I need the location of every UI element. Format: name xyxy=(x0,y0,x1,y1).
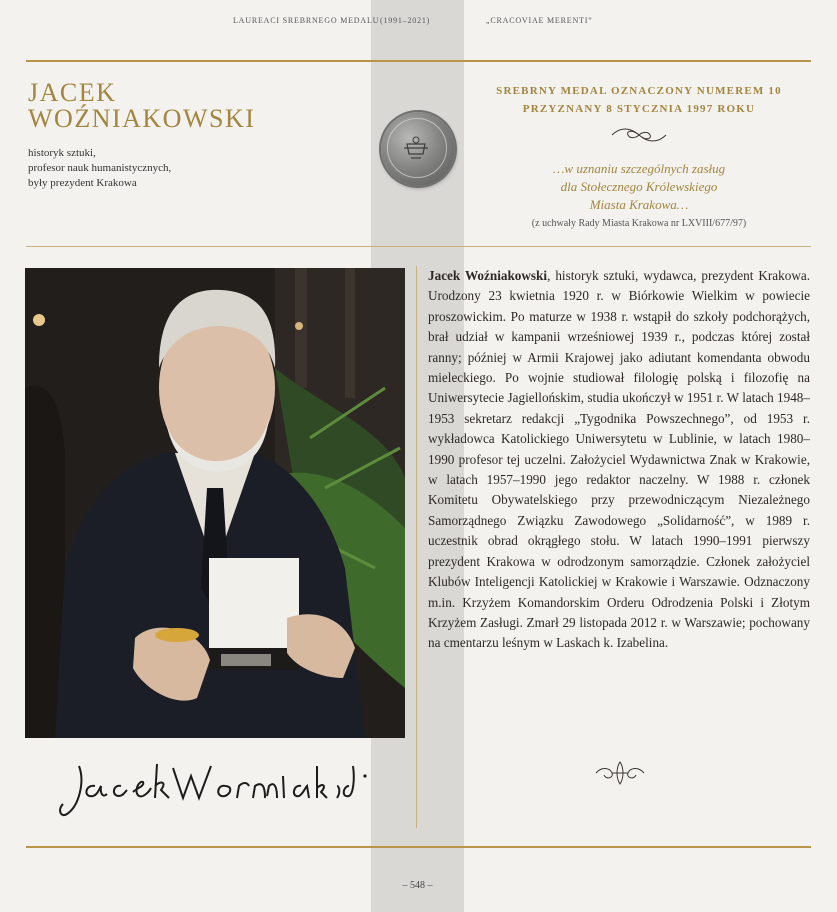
quote-line: Miasta Krakowa… xyxy=(589,197,689,212)
flourish-ornament-icon xyxy=(594,758,646,788)
role-line: historyk sztuki, xyxy=(28,147,96,159)
running-header-center: (1991–2021) xyxy=(380,16,431,25)
award-title xyxy=(478,82,800,118)
running-header-left: LAUREACI SREBRNEGO MEDALU xyxy=(233,16,380,25)
laureate-roles xyxy=(28,146,171,191)
signature-image xyxy=(55,752,375,824)
role-line: profesor nauk humanistycznych, xyxy=(28,162,172,174)
column-divider xyxy=(416,266,417,828)
running-header xyxy=(0,14,837,32)
header-bottom-rule xyxy=(26,246,811,247)
medal-image xyxy=(381,112,455,186)
quote-line: …w uznaniu szczególnych zasług xyxy=(552,161,726,176)
award-title-line: PRZYZNANY 8 STYCZNIA 1997 ROKU xyxy=(522,103,756,115)
bottom-gold-rule xyxy=(26,846,811,848)
laureate-first-name: JACEK xyxy=(28,78,117,107)
running-header-right: „CRACOVIAE MERENTI” xyxy=(486,16,593,25)
biography-text xyxy=(428,266,810,654)
resolution-reference: (z uchwały Rady Miasta Krakowa nr LXVIII/677/97) xyxy=(531,218,747,229)
laureate-name xyxy=(28,80,255,132)
award-title-line: SREBRNY MEDAL OZNACZONY NUMEREM 10 xyxy=(496,85,782,97)
bio-name: Jacek Woźniakowski xyxy=(428,268,548,283)
page-number: – 548 – xyxy=(402,880,433,891)
laureate-last-name: WOŹNIAKOWSKI xyxy=(28,104,256,133)
medal-emblem-icon xyxy=(401,134,431,162)
bio-body: , historyk sztuki, wydawca, prezydent Krakowa. Urodzony 23 kwietnia 1920 r. w Biórkowie Wielkim w powiecie proszowickim. Po maturze w 1938 r. wstąpił do szkoły podchorążych, brał udział w kampanii wrześniowej 1939 r., podczas której został ranny; później w Armii Krajowej jako adiutant komendanta obwodu mieleckiego. Po wojnie studiował filologię polską i filozofię na Uniwersytecie Jagiellońskim, studia ukończył w 1951 r. W latach 1948–1953 sekretarz redakcji „Tygodnika Powszechnego”, od 1953 r. wykładowca Katolickiego Uniwersytetu w Lublinie, w latach 1980–1990 profesor tej uczelni. Założyciel Wydawnictwa Znak w Krakowie, w latach 1957–1990 jego redaktor naczelny. W 1988 r. członek Komitetu Obywatelskiego przy przewodniczącym Niezależnego Samorządnego Związku Zawodowego „Solidarność”, w 1989 r. uczestnik obrad okrągłego stołu. W latach 1990–1991 pierwszy prezydent Krakowa w odrodzonym samorządzie. Członek założyciel Klubów Inteligencji Katolickiej w Krakowie i Warszawie. Odznaczony m.in. Krzyżem Komandorskim Orderu Odrodzenia Polski i Złotym Krzyżem Zasługi. Zmarł 29 listopada 2012 r. w Warszawie; pochowany na cmentarzu leśnym w Laskach k. Izabelina. xyxy=(428,268,810,651)
portrait-illustration xyxy=(25,268,405,738)
portrait-photo xyxy=(25,268,405,738)
scroll-ornament-icon xyxy=(610,126,668,144)
role-line: były prezydent Krakowa xyxy=(28,177,137,189)
award-quote xyxy=(478,160,800,214)
top-gold-rule xyxy=(26,60,811,62)
quote-line: dla Stołecznego Królewskiego xyxy=(560,179,718,194)
